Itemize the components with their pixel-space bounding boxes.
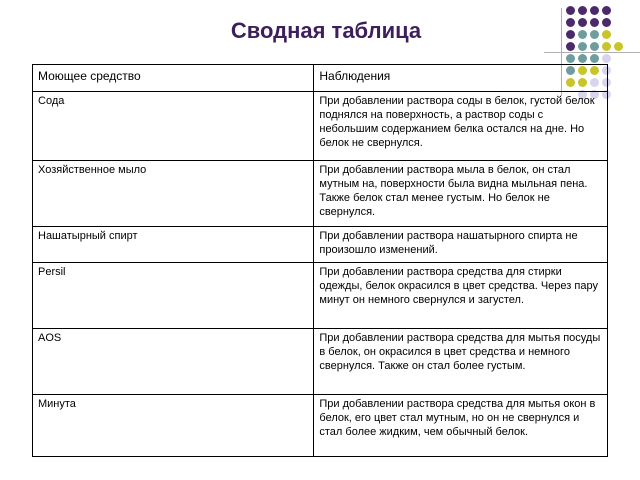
decorative-dot [602, 42, 611, 51]
decorative-dot [590, 30, 599, 39]
table-row [33, 395, 608, 457]
column-header-observations: Наблюдения [314, 65, 608, 92]
observation-cell: При добавлении раствора соды в белок, густой белок поднялся на поверхность, а раствор соды с небольшим содержанием белка остался на дне. Но белок не свернулся. [314, 92, 608, 161]
agent-cell: Persil [33, 263, 314, 329]
table-row [33, 227, 608, 263]
table-row [33, 161, 608, 227]
observation-cell: При добавлении раствора средства для стирки одежды, белок окрасился в цвет средства. Через пару минут он немного свернулся и загустел. [314, 263, 608, 329]
agent-cell: Нашатырный спирт [33, 227, 314, 263]
decorative-dot [566, 30, 575, 39]
decorative-dot [614, 42, 623, 51]
observation-cell: При добавлении раствора нашатырного спирта не произошло изменений. [314, 227, 608, 263]
observation-cell: При добавлении раствора средства для мытья окон в белок, его цвет стал мутным, но он не свернулся и стал более жидким, чем обычный белок. [314, 395, 608, 457]
decorative-dot [578, 42, 587, 51]
agent-cell: Минута [33, 395, 314, 457]
decorative-dot [566, 42, 575, 51]
table-header-row [33, 65, 608, 92]
decorative-dot [566, 6, 575, 15]
decorative-dot [566, 54, 575, 63]
decorative-dot [578, 54, 587, 63]
decorative-dot [578, 18, 587, 27]
decorative-dot [590, 6, 599, 15]
decorative-dot [590, 18, 599, 27]
agent-cell: Сода [33, 92, 314, 161]
table-row [33, 92, 608, 161]
decorative-dot [566, 18, 575, 27]
summary-table [32, 64, 608, 457]
decorative-dot [602, 6, 611, 15]
decorative-dot [590, 42, 599, 51]
decorative-dot [590, 54, 599, 63]
decorative-dot [602, 30, 611, 39]
page-title: Сводная таблица [230, 18, 422, 43]
decorative-dot [602, 54, 611, 63]
agent-cell: Хозяйственное мыло [33, 161, 314, 227]
observation-cell: При добавлении раствора средства для мытья посуды в белок, он окрасился в цвет средства и немного свернулся. Также он стал более густым. [314, 329, 608, 395]
decorative-dot [578, 30, 587, 39]
decorative-dot [578, 6, 587, 15]
table-row [33, 329, 608, 395]
agent-cell: AOS [33, 329, 314, 395]
decorative-dot [602, 18, 611, 27]
column-header-agent: Моющее средство [33, 65, 314, 92]
observation-cell: При добавлении раствора мыла в белок, он стал мутным на, поверхности была видна мыльная пена. Также белок стал менее густым. Но белок не свернулся. [314, 161, 608, 227]
table-row [33, 263, 608, 329]
